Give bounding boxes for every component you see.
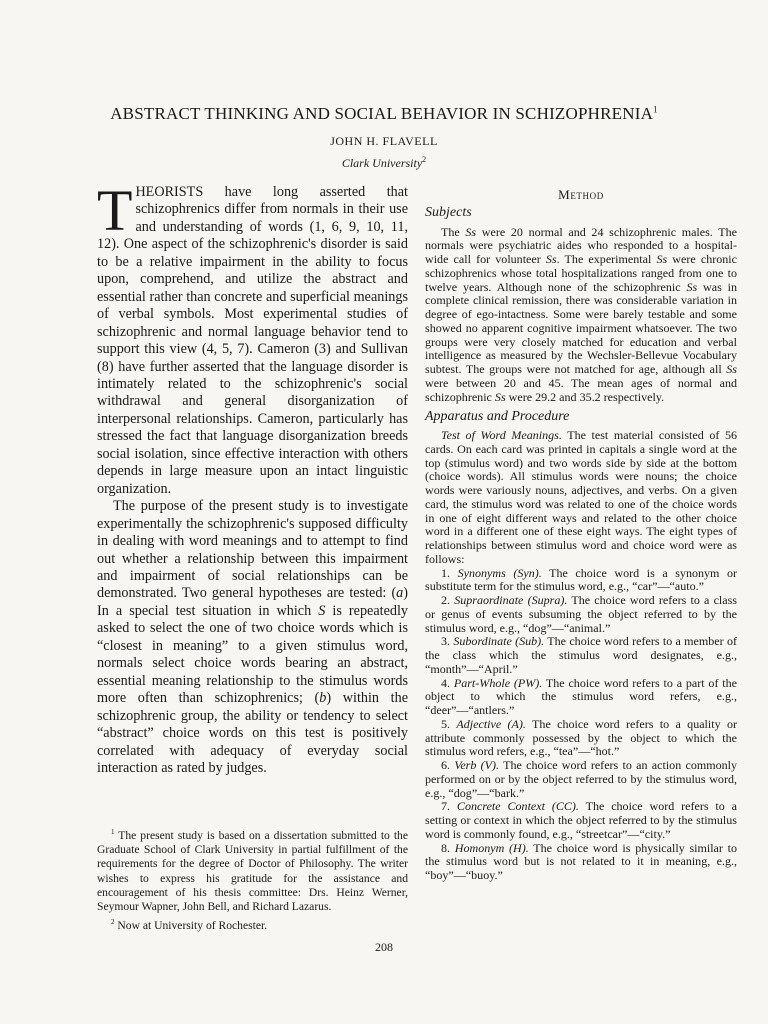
list-item: 7. Concrete Context (CC). The choice word refers to a setting or context in which the object referred to by the stimulus word is commonly found, e.g., “streetcar”—“city.” — [425, 799, 737, 841]
test-description-paragraph: Test of Word Meanings. The test material consisted of 56 cards. On each card was printed in capitals a single word at the top (stimulus word) and two words side by side at the bottom (choice words). All stimulus words were nouns; the choice words were variously nouns, adjectives, and verbs. On a given card, the stimulus word was related to one of the choice words in one of eight different ways and related to the other choice word in a different one of these eight ways. The eight types of relationships between stimulus word and choice word were as follows: — [425, 428, 737, 566]
article-title: ABSTRACT THINKING AND SOCIAL BEHAVIOR IN SCHIZOPHRENIA$^1$ — [110, 104, 658, 123]
affiliation-footnote-mark: 2 — [422, 155, 427, 164]
list-item: 4. Part-Whole (PW). The choice word refers to a part of the object to which the stimulus word refers, e.g., “deer”—“antlers.” — [425, 675, 737, 717]
intro-paragraph: THEORISTS have long asserted that schizophrenics differ from normals in their use and understanding of words (1, 6, 9, 10, 11, 12). One aspect of the schizophrenic's disorder is said to be a relative impairment in the ability to focus upon, comprehend, and utilize the abstract and essential rather than concrete and superficial meanings of verbal symbols. Most experimental studies of schizophrenic and normal language behavior tend to support this view (4, 5, 7). Cameron (3) and Sullivan (8) have further asserted that the language disorder is intimately related to the schizophrenic's social withdrawal and general disorganization of interpersonal relationships. Cameron, particularly has stressed the fact that language disorganization breeds social isolation, since effective interaction with others depends in large measure upon an intact linguistic organization. — [97, 178, 408, 497]
apparatus-heading: Apparatus and Procedure — [425, 409, 570, 425]
relationship-list — [425, 567, 737, 883]
subjects-paragraph: The Ss were 20 normal and 24 schizophrenic males. The normals were psychiatric aides who responded to a hospital-wide call for volunteer Ss. The experimental Ss were chronic schizophrenics whose total hospitalizations ranged from one to twelve years. Although none of the schizophrenic Ss was in complete clinical remission, there was considerable variation in degree of ego-intactness. Some were barely testable and some showed no apparent cognitive impairment whatsoever. The two groups were very closely matched for education and verbal intelligence as measured by the Wechsler-Bellevue Vocabulary subtest. The groups were not matched for age, although all Ss were between 20 and 45. The mean ages of normal and schizophrenic Ss were 29.2 and 35.2 respectively. — [425, 224, 737, 404]
list-item: 6. Verb (V). The choice word refers to an action commonly performed on or by the object referred to by the stimulus word, e.g., “dog”—“bark.” — [425, 758, 738, 800]
list-item: 8. Homonym (H). The choice word is physically similar to the stimulus word but is not related to it in meaning, e.g., “boy”—“buoy.” — [425, 840, 738, 882]
left-column — [97, 178, 408, 777]
list-item: 5. Adjective (A). The choice word refers to a quality or attribute commonly possessed by the object to which the stimulus word refers, e.g., “tea”—“hot.” — [425, 716, 738, 759]
subjects-heading: Subjects — [425, 204, 472, 220]
list-item: 3. Subordinate (Sub). The choice word refers to a member of the class which the stimulus word designates, e.g., “month”—“April.” — [425, 634, 737, 676]
page-number: 208 — [375, 940, 393, 954]
intro-smallcaps: HEORISTS — [135, 184, 204, 200]
list-item: 1. Synonyms (Syn). The choice word is a synonym or substitute term for the stimulus word, e.g., “car”—“auto.” — [425, 565, 738, 594]
purpose-paragraph: The purpose of the present study is to investigate experimentally the schizophrenic's supposed difficulty in dealing with word meanings and to attempt to find out whether a relationship between this impairment and impairment of social relationships can be demonstrated. Two general hypotheses are tested: (a) In a special test situation in which S is repeatedly asked to select the one of two choice words which is “closest in meaning” to a given stimulus word, normals select choice words bearing an abstract, essential meaning relationship to the stimulus words more often than schizophrenics; (b) within the schizophrenic group, the ability or tendency to select “abstract” choice words on this test is positively correlated with adequacy of everyday social interaction as rated by judges. — [97, 498, 408, 776]
list-item: 2. Supraordinate (Supra). The choice word refers to a class or genus of events subsuming the object referred to by the stimulus word, e.g., “dog”—“animal.” — [425, 593, 737, 635]
footnotes — [97, 825, 408, 933]
title-footnote-mark: 1 — [653, 104, 658, 115]
author-affiliation: Clark University$^2$ — [341, 155, 427, 170]
footnote-2: $^2$ Now at University of Rochester. — [111, 917, 268, 932]
footnote-1: $^1$ The present study is based on a dissertation submitted to the Graduate School of Clark University in partial fulfillment of the requirements for the degree of Doctor of Philosophy. The writer wishes to express his gratitude for the assistance and encouragement of his thesis committee: Drs. Heinz Werner, Seymour Wapner, John Bell, and Richard Lazarus. — [97, 828, 408, 914]
right-column — [425, 188, 737, 883]
method-heading: Method — [558, 187, 604, 202]
author-name: JOHN H. FLAVELL — [330, 134, 438, 148]
drop-cap: T — [97, 178, 133, 243]
